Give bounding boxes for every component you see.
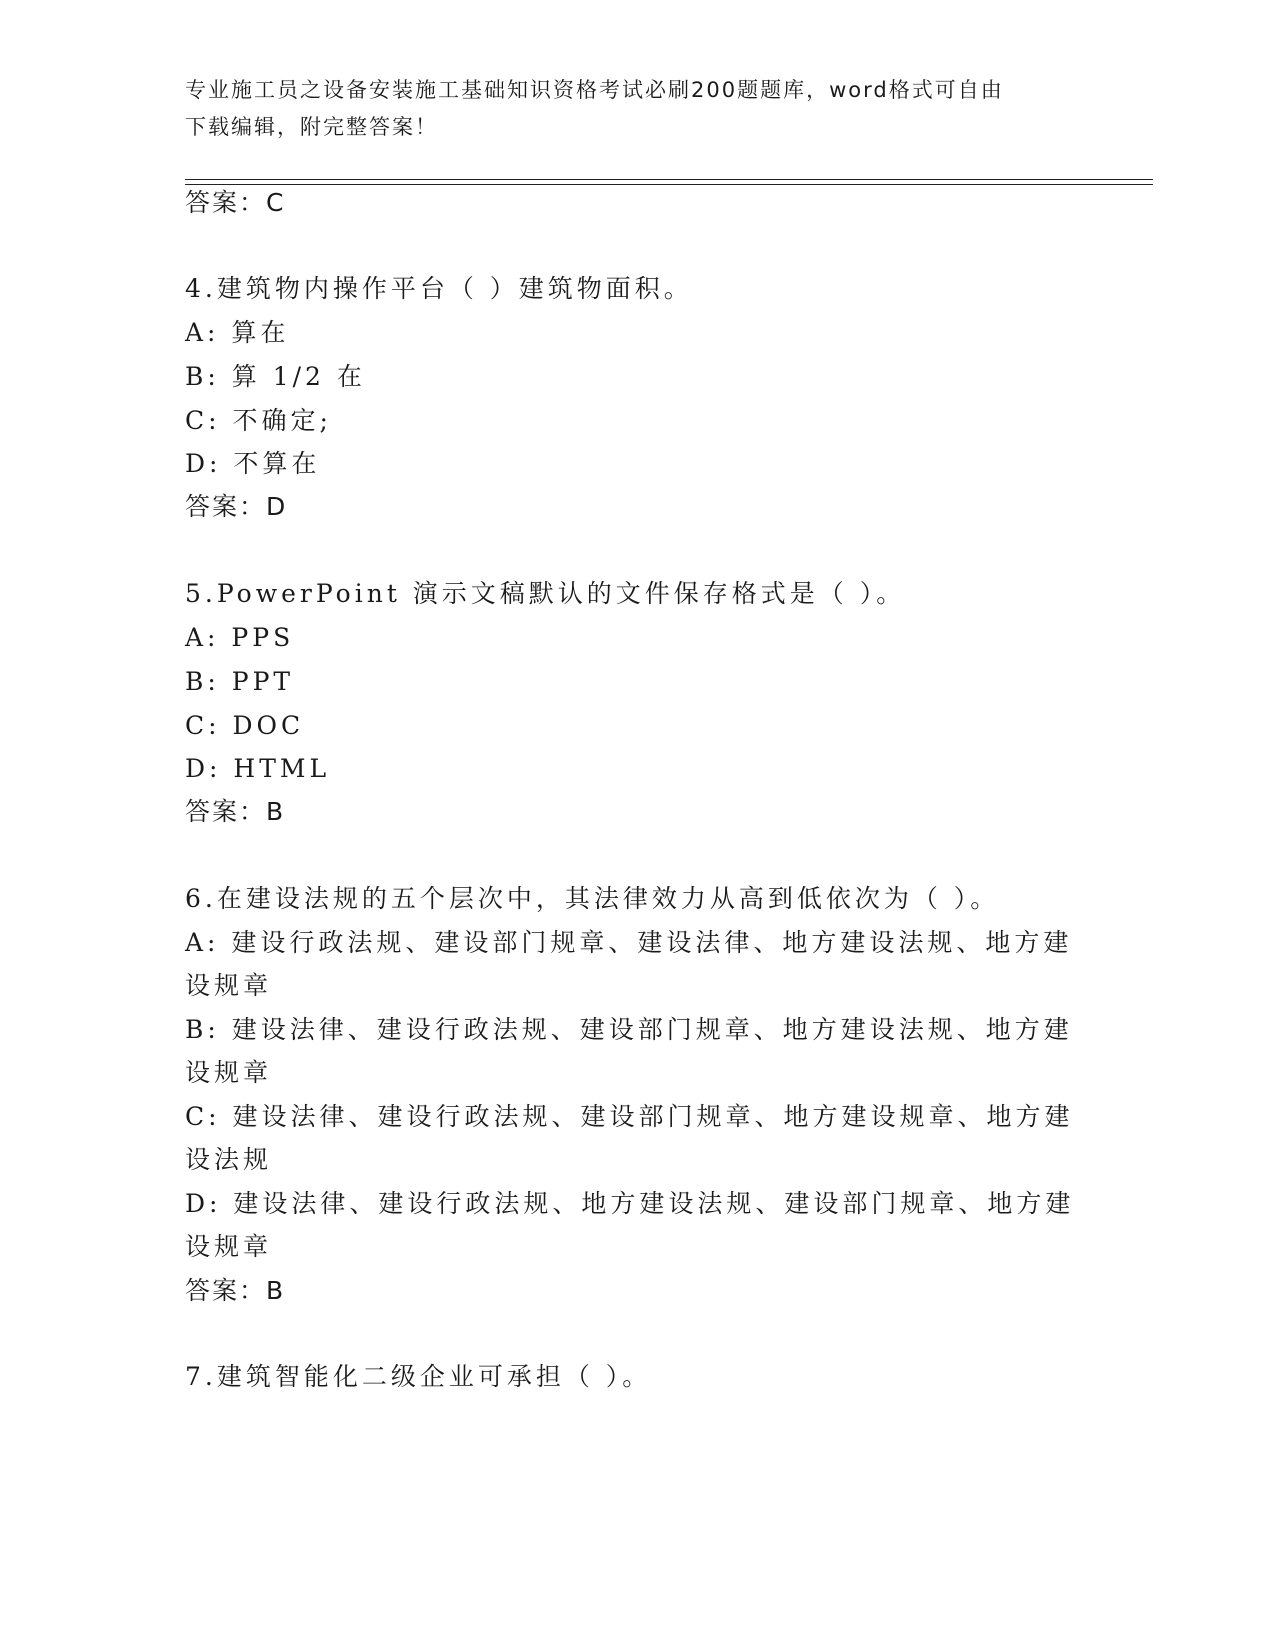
option-line: 设规章 [185, 1058, 273, 1087]
answer-line: 答案：B [185, 797, 286, 826]
option-line: 设规章 [185, 1232, 273, 1261]
option-line: A: PPS [185, 623, 295, 652]
header-divider [185, 179, 1153, 185]
question-7: 7.建筑智能化二级企业可承担（ ）。 [185, 1362, 652, 1391]
document-header [185, 72, 1065, 146]
question-4: 4.建筑物内操作平台（ ）建筑物面积。 [185, 274, 693, 303]
option-line: B: PPT [185, 667, 295, 696]
option-line: C: 不确定; [185, 406, 332, 435]
option-line: D: HTML [185, 754, 331, 783]
option-line: C: DOC [185, 711, 305, 740]
header-line-2: 下载编辑，附完整答案！ [185, 115, 438, 139]
answer-line: 答案：C [185, 188, 286, 217]
option-line: C: 建设法律、建设行政法规、建设部门规章、地方建设规章、地方建 [185, 1102, 1074, 1131]
question-5: 5.PowerPoint 演示文稿默认的文件保存格式是（ ）。 [185, 579, 906, 608]
answer-line: 答案：D [185, 492, 288, 521]
option-line: B: 建设法律、建设行政法规、建设部门规章、地方建设法规、地方建 [185, 1015, 1073, 1044]
option-line: A: 算在 [185, 318, 290, 347]
option-line: D: 建设法律、建设行政法规、地方建设法规、建设部门规章、地方建 [185, 1189, 1075, 1218]
option-line: 设规章 [185, 971, 273, 1000]
question-6: 6.在建设法规的五个层次中，其法律效力从高到低依次为（ ）。 [185, 884, 1000, 913]
header-line-1: 专业施工员之设备安装施工基础知识资格考试必刷200题题库，word格式可自由 [185, 78, 1004, 102]
answer-line: 答案：B [185, 1276, 286, 1305]
option-line: B: 算 1/2 在 [185, 362, 366, 391]
option-line: 设法规 [185, 1145, 273, 1174]
option-line: D: 不算在 [185, 449, 321, 478]
option-line: A: 建设行政法规、建设部门规章、建设法律、地方建设法规、地方建 [185, 928, 1073, 957]
